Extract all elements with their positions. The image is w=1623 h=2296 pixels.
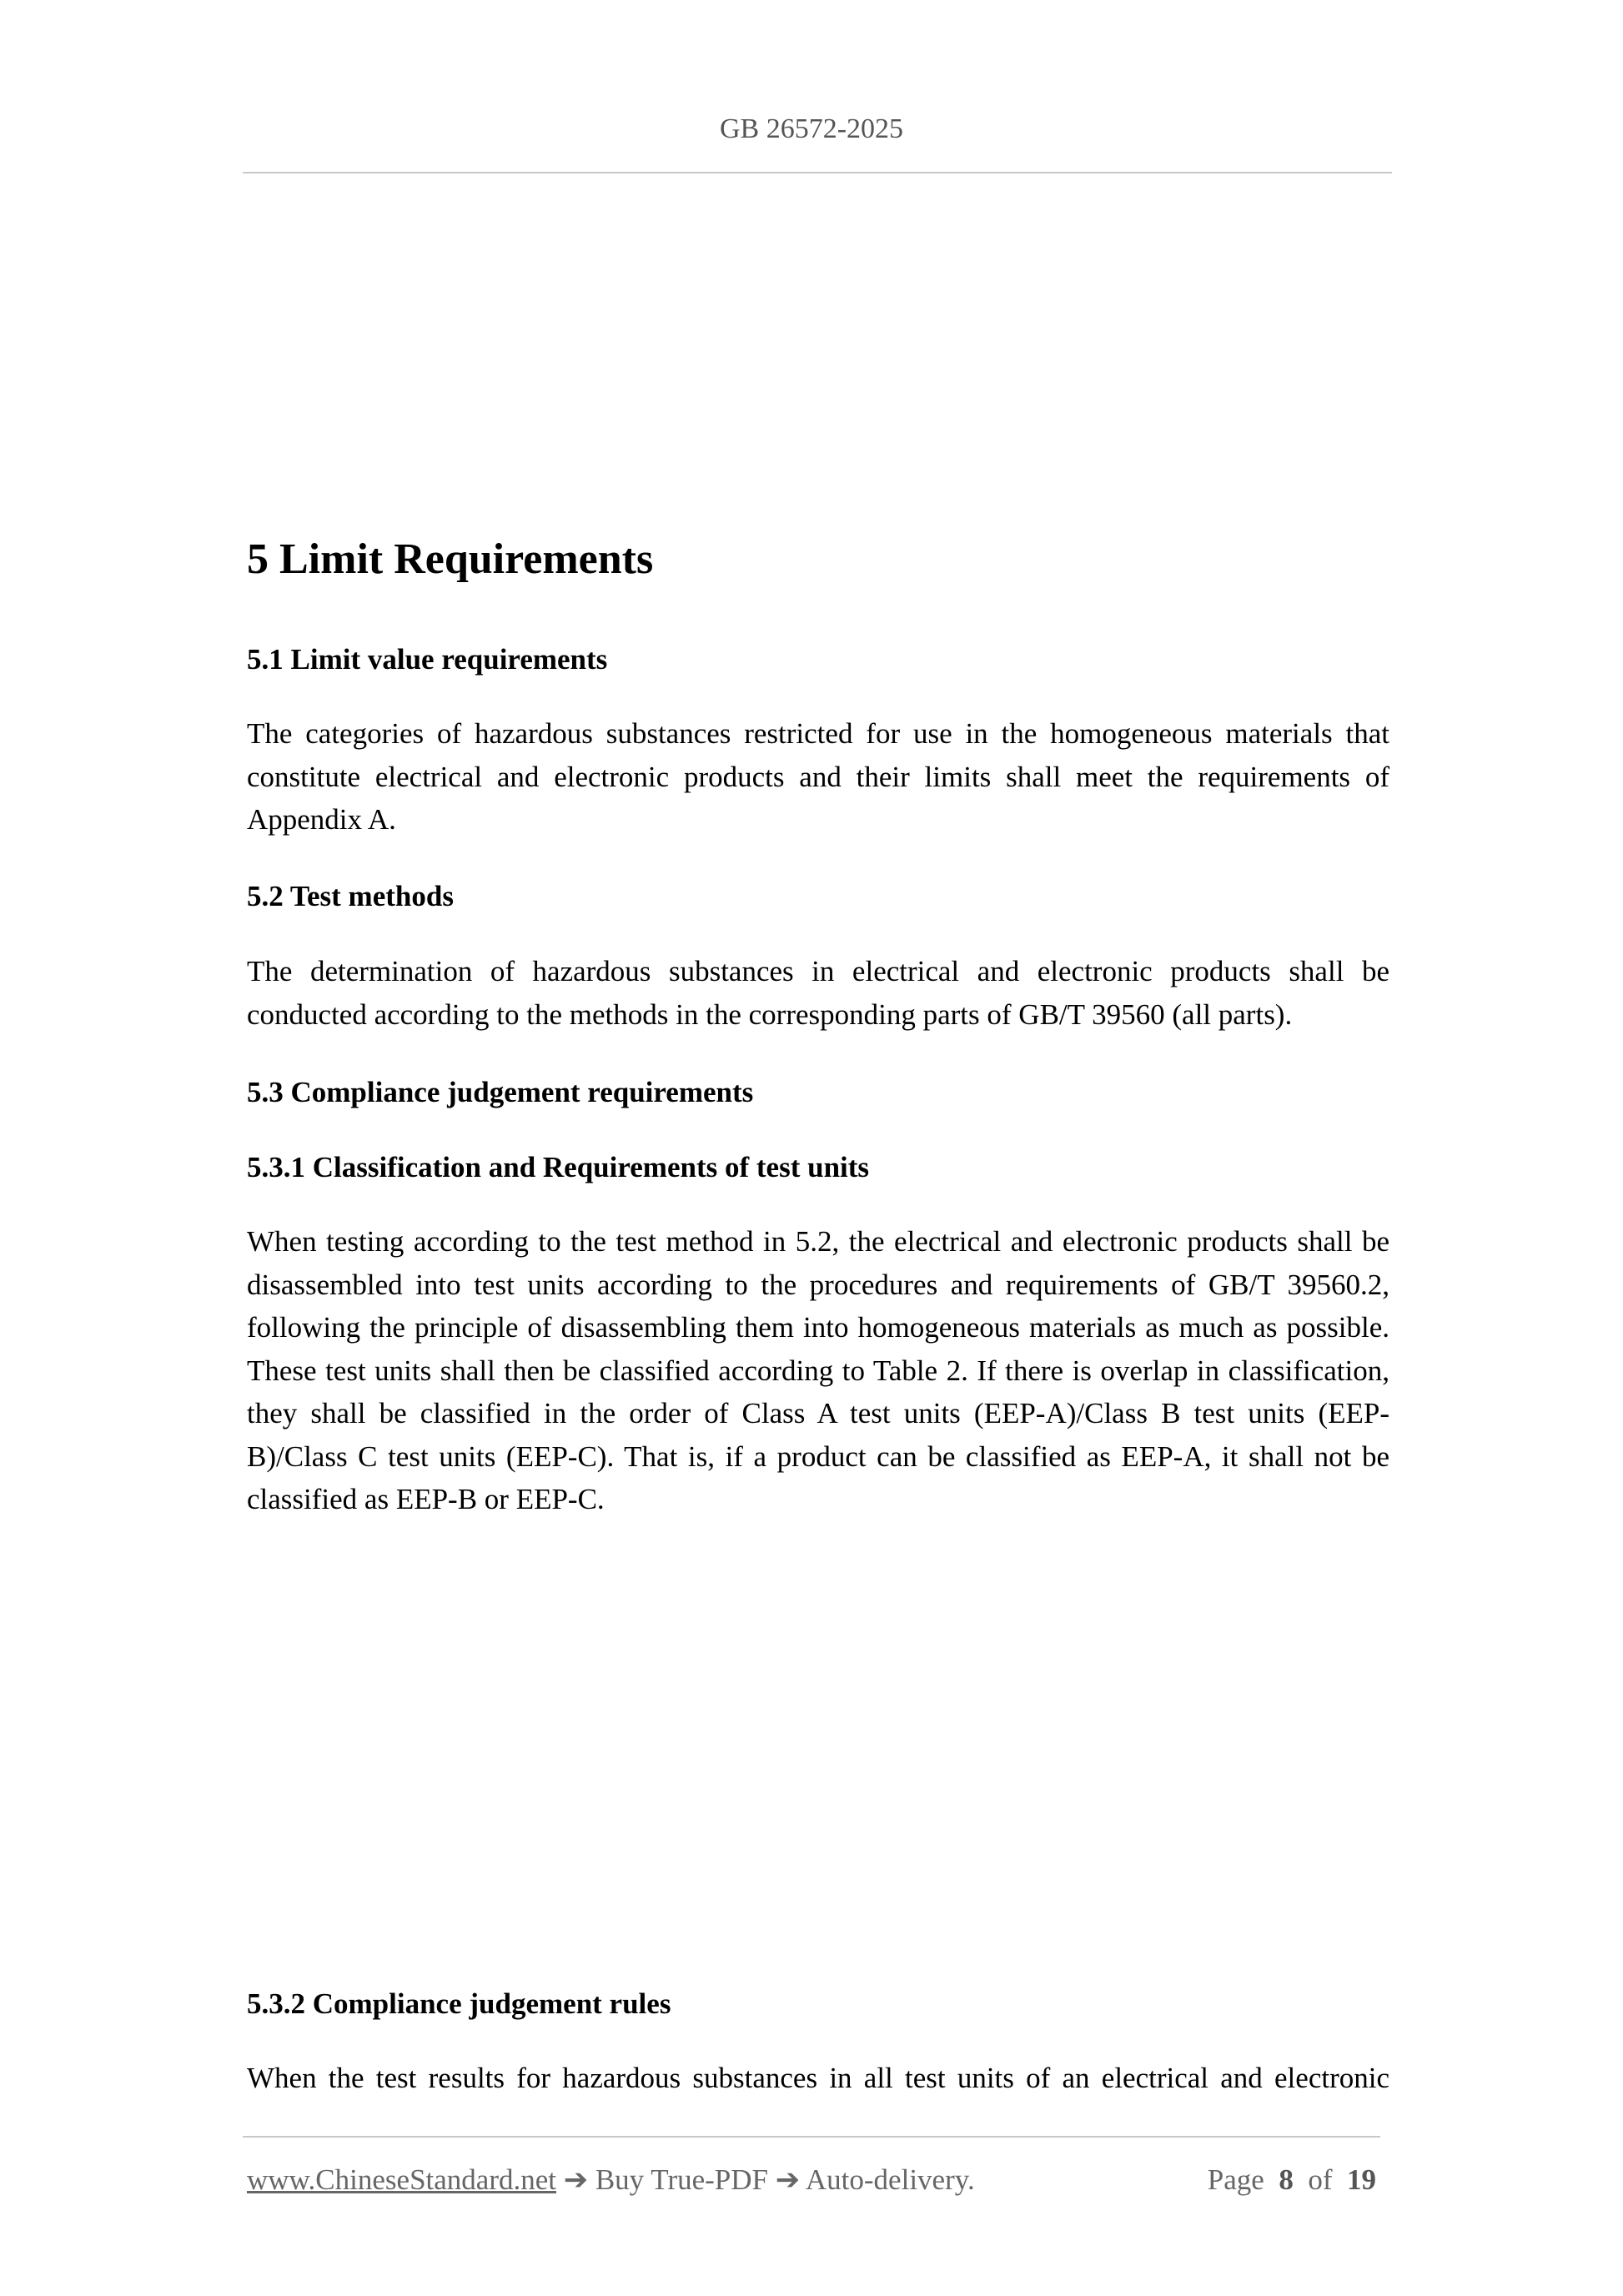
paragraph-5-2: The determination of hazardous substances in electrical and electronic products shall be conducted according to the methods in the corresponding parts of GB/T 39560 (all parts). [247, 955, 1389, 1031]
of-label: of [1308, 2163, 1333, 2196]
arrow-right-icon: ➔ [563, 2163, 589, 2196]
paragraph-5-3-1: When testing according to the test method in 5.2, the electrical and electronic products shall be disassembled into test units according to the procedures and requirements of GB/T 39560.2, following the principle of disassembling them into homogeneous materials as much as possible. These test units shall then be classified according to Table 2. If there is overlap in classification, they shall be classified in the order of Class A test units (EEP-A)/Class B test units (EEP-B)/Class C test units (EEP-C). That is, if a product can be classified as EEP-A, it shall not be classified as EEP-B or EEP-C. [247, 1225, 1389, 1515]
heading-5-3-2: 5.3.2 Compliance judgement rules [247, 1987, 671, 2020]
page-label: Page [1207, 2163, 1264, 2196]
auto-delivery-text: Auto-delivery. [805, 2163, 975, 2196]
page-number [1208, 2159, 1376, 2201]
footer-promo [247, 2159, 975, 2201]
heading-5-1: 5.1 Limit value requirements [247, 643, 608, 676]
total-pages: 19 [1347, 2163, 1376, 2196]
site-link[interactable]: www.ChineseStandard.net [247, 2163, 556, 2196]
buy-pdf-text: Buy True-PDF [595, 2163, 768, 2196]
footer-divider [243, 2136, 1380, 2138]
paragraph-5-1: The categories of hazardous substances restricted for use in the homogeneous materials that constitute electrical and electronic products and their limits shall meet the requirements of Appendix A. [247, 717, 1389, 836]
page-footer [247, 2159, 1376, 2201]
section-title: 5 Limit Requirements [247, 535, 654, 583]
paragraph-5-3-2: When the test results for hazardous substances in all test units of an electrical and electronic [247, 2062, 1389, 2094]
arrow-right-icon: ➔ [775, 2163, 801, 2196]
current-page: 8 [1279, 2163, 1294, 2196]
heading-5-2: 5.2 Test methods [247, 880, 454, 912]
header-divider [243, 172, 1392, 173]
heading-5-3: 5.3 Compliance judgement requirements [247, 1076, 754, 1108]
document-code-header: GB 26572-2025 [719, 113, 904, 144]
heading-5-3-1: 5.3.1 Classification and Requirements of test units [247, 1151, 870, 1183]
